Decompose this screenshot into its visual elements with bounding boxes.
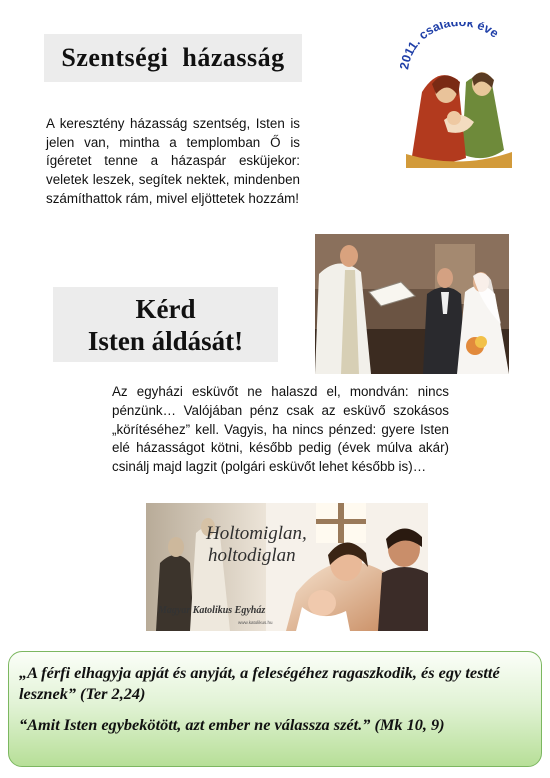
wedding-paragraph: Az egyházi esküvőt ne halaszd el, mondván: nincs pénzünk… Valójában pénz csak az esküvő szokásos „körítéséhez” kell. Vagyis, ha nincs pénzed: gyere Isten elé házasságot kötni, később pedig (évek múlva akár) csinálj majd lagzit (polgári esküvőt lehet később is)… bbox=[112, 384, 449, 475]
page-title-text: Szentségi házasság bbox=[61, 43, 285, 72]
page-title bbox=[44, 34, 302, 82]
banner-url: www.katolikus.hu bbox=[238, 620, 273, 625]
section-title-line1: Kérd bbox=[135, 293, 196, 324]
banner-caption: Magyar Katolikus Egyház bbox=[158, 605, 266, 616]
logo-arc-text: 011. családok éve bbox=[400, 22, 502, 65]
quote-mark: “Amit Isten egybekötött, azt ember ne válassza szét.” (Mk 10, 9) bbox=[19, 715, 445, 734]
holy-family-icon bbox=[400, 22, 518, 172]
wedding-photo bbox=[315, 234, 509, 374]
quote-genesis: „A férfi elhagyja apját és anyját, a feleségéhez ragaszkodik, és egy testté lesznek” (Ter 2,24) bbox=[19, 663, 500, 703]
section-title bbox=[53, 287, 278, 362]
intro-paragraph: A keresztény házasság szentség, Isten is jelen van, mintha a templomban Ő is ígéretet tenne a házaspár esküjekor: veletek leszek, segítek nektek, mindenben számíthattok rám, mivel eljöttetek hozzám! bbox=[46, 116, 300, 206]
section-title-line2: Isten áldását! bbox=[87, 325, 244, 356]
family-year-logo bbox=[400, 22, 518, 172]
banner-headline-line2: holtodiglan bbox=[208, 545, 296, 566]
bible-quotes-box bbox=[8, 651, 542, 767]
catholic-church-banner bbox=[146, 503, 428, 631]
banner-headline-line1: Holtomiglan, bbox=[206, 523, 307, 544]
